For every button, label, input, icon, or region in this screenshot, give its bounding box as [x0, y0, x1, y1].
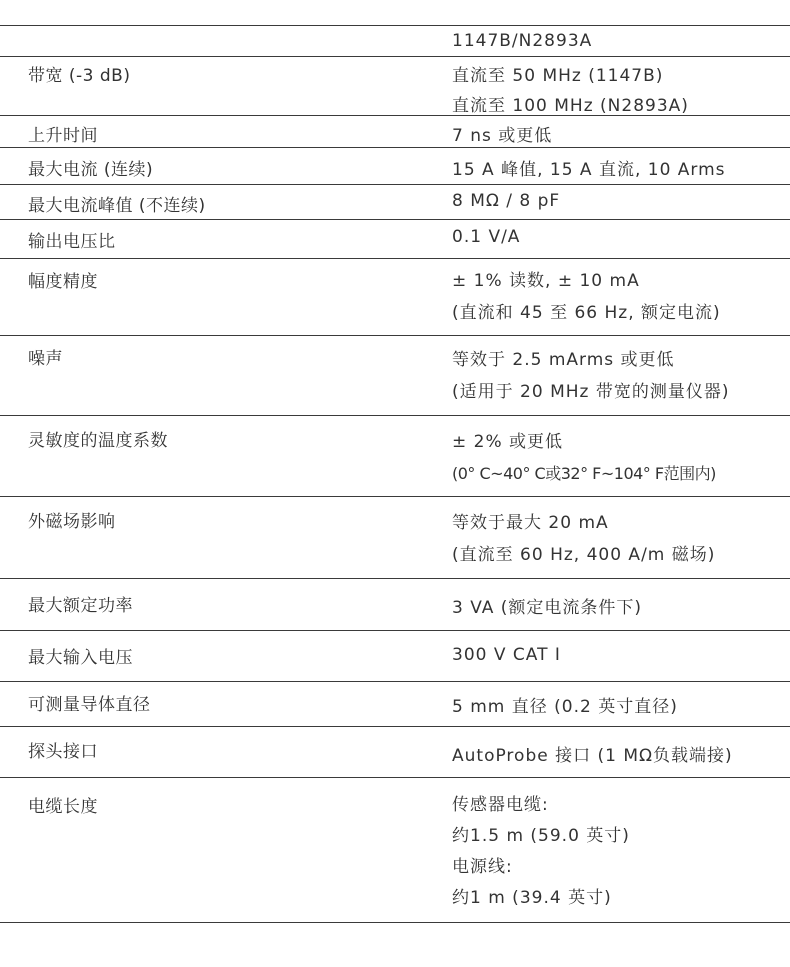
spec-label: 幅度精度 — [28, 272, 98, 292]
spec-label: 上升时间 — [28, 126, 98, 146]
spec-value: (直流和 45 至 66 Hz, 额定电流) — [452, 303, 721, 323]
spec-value: 约1.5 m (59.0 英寸) — [452, 826, 630, 846]
table-row — [0, 631, 790, 682]
spec-value: 等效于最大 20 mA — [452, 513, 609, 533]
spec-value: (0° C~40° C或32° F~104° F范围内) — [452, 464, 716, 483]
spec-value-cell — [452, 645, 790, 665]
spec-value-cell — [452, 265, 790, 329]
table-row — [0, 116, 790, 148]
spec-value-cell — [452, 426, 790, 490]
spec-table — [0, 25, 790, 923]
spec-value-cell — [452, 227, 790, 247]
spec-value: ± 1% 读数, ± 10 mA — [452, 271, 640, 291]
spec-value: 15 A 峰值, 15 A 直流, 10 Arms — [452, 160, 726, 180]
spec-value: 约1 m (39.4 英寸) — [452, 888, 612, 908]
spec-value-cell — [452, 507, 790, 571]
table-row — [0, 259, 790, 336]
spec-value: 电源线: — [452, 857, 513, 877]
spec-value-cell — [452, 741, 790, 766]
spec-value: 7 ns 或更低 — [452, 126, 553, 146]
spec-value: (适用于 20 MHz 带宽的测量仪器) — [452, 382, 730, 402]
spec-value-cell — [452, 121, 790, 146]
table-row — [0, 579, 790, 631]
spec-label: 灵敏度的温度系数 — [28, 431, 168, 451]
spec-value: 3 VA (额定电流条件下) — [452, 598, 643, 618]
spec-value-cell — [452, 692, 790, 717]
spec-value: AutoProbe 接口 (1 MΩ负载端接) — [452, 746, 733, 766]
spec-value-cell — [452, 593, 790, 618]
table-row — [0, 148, 790, 185]
table-row — [0, 778, 790, 923]
table-row — [0, 57, 790, 116]
spec-value: (直流至 60 Hz, 400 A/m 磁场) — [452, 545, 716, 565]
spec-value-cell — [452, 155, 790, 180]
spec-value: 等效于 2.5 mArms 或更低 — [452, 350, 675, 370]
spec-label: 可测量导体直径 — [28, 695, 151, 715]
spec-label: 最大电流峰值 (不连续) — [28, 196, 206, 216]
table-row — [0, 185, 790, 220]
spec-value: 0.1 V/A — [452, 227, 521, 247]
spec-label: 噪声 — [28, 349, 63, 369]
spec-value: 直流至 100 MHz (N2893A) — [452, 96, 689, 116]
table-row — [0, 497, 790, 579]
spec-label: 电缆长度 — [28, 797, 98, 817]
spec-label: 最大电流 (连续) — [28, 160, 154, 180]
spec-label: 输出电压比 — [28, 232, 116, 252]
spec-label: 最大输入电压 — [28, 648, 133, 668]
header-model-cell — [452, 31, 790, 51]
spec-value: ± 2% 或更低 — [452, 432, 564, 452]
spec-value-cell — [452, 344, 790, 408]
table-row — [0, 682, 790, 727]
header-model: 1147B/N2893A — [452, 31, 593, 51]
table-row — [0, 416, 790, 497]
spec-value: 300 V CAT I — [452, 645, 561, 665]
table-row — [0, 336, 790, 416]
spec-value-cell — [452, 790, 790, 914]
spec-value-cell — [452, 61, 790, 121]
table-row — [0, 220, 790, 259]
table-row — [0, 727, 790, 778]
spec-value: 传感器电缆: — [452, 795, 549, 815]
spec-value: 8 MΩ / 8 pF — [452, 191, 561, 211]
spec-value-cell — [452, 191, 790, 211]
spec-value: 5 mm 直径 (0.2 英寸直径) — [452, 697, 678, 717]
spec-label: 带宽 (-3 dB) — [28, 66, 131, 86]
spec-label: 探头接口 — [28, 742, 98, 762]
spec-label: 外磁场影响 — [28, 512, 116, 532]
spec-label: 最大额定功率 — [28, 596, 133, 616]
spec-value: 直流至 50 MHz (1147B) — [452, 66, 664, 86]
table-header-row — [0, 26, 790, 57]
